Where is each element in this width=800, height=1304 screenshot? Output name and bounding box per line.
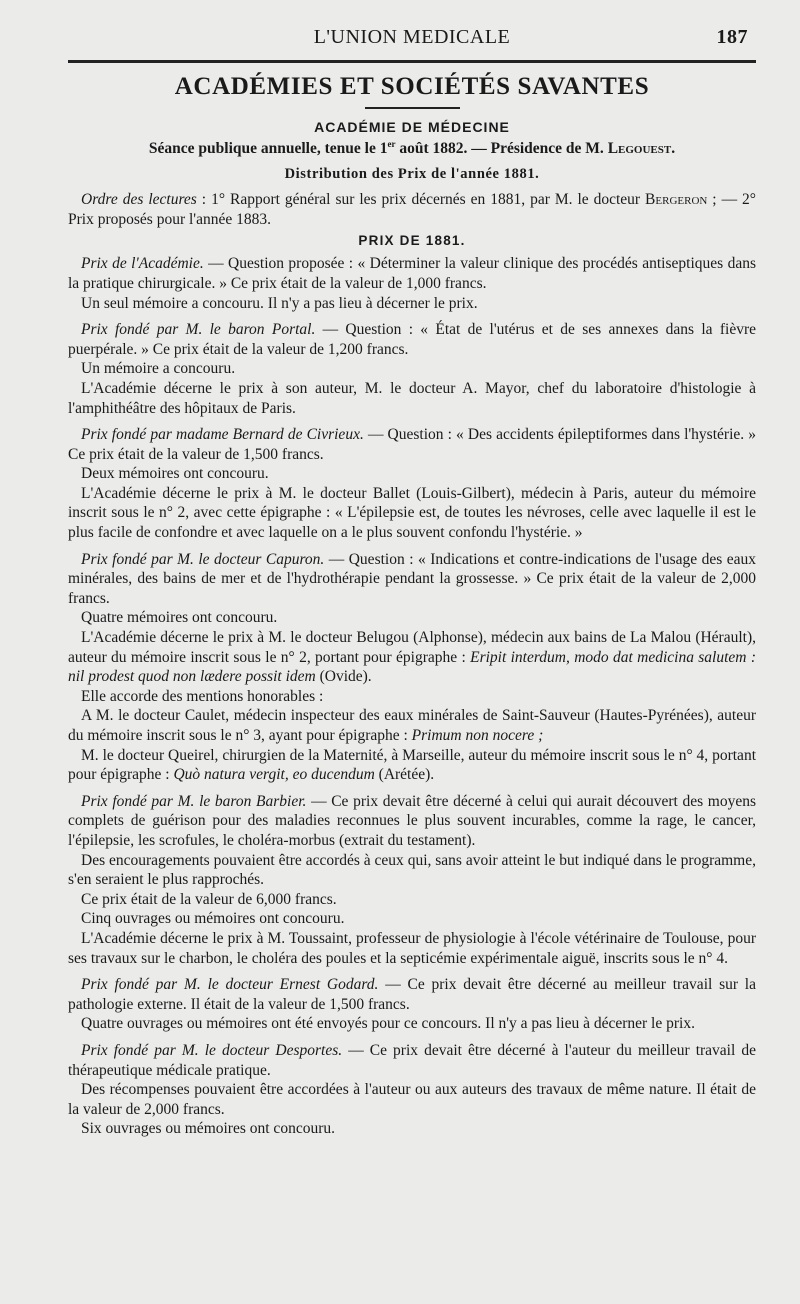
prize-name: Prix fondé par M. le baron Barbier. [81, 792, 307, 810]
ordre-text-1: : 1° Rapport général sur les prix décernés en 1881, par M. le docteur [196, 191, 646, 209]
seance-president: Legouest. [607, 140, 676, 158]
journal-title: L'UNION MEDICALE [313, 26, 511, 48]
section-title: ACADÉMIE DE MÉDECINE [314, 119, 510, 135]
prize-paragraph: L'Académie décerne le prix à son auteur, M. le docteur A. Mayor, chef du laboratoire d'histologie à l'amphithéâtre des hôpitaux de Paris. [68, 379, 756, 417]
header-rule [68, 60, 756, 63]
page-number: 187 [716, 26, 748, 48]
prize-list [68, 254, 756, 1139]
prize-paragraph: Deux mémoires ont concouru. [81, 465, 269, 483]
queirel-epigraph: Quò natura vergit, eo ducendum [173, 766, 375, 784]
prize-intro [68, 254, 756, 293]
distribution-heading: Distribution des Prix de l'année 1881. [284, 166, 540, 183]
caulet-epigraph: Primum non nocere ; [411, 727, 544, 744]
prize-name: Prix fondé par M. le baron Portal. [81, 321, 316, 339]
seance-superscript: er [387, 139, 396, 149]
prize-name: Prix fondé par madame Bernard de Civrieux. [81, 426, 364, 444]
seance-text-after: août 1882. — Présidence de M. [395, 140, 608, 158]
belugou-epigraph: Eripit interdum, modo dat medicina salutem : nil prodest quod non lædere possit idem [68, 648, 756, 686]
prize-intro [68, 550, 756, 609]
title-rule [365, 107, 460, 109]
ordre-name: Bergeron [645, 191, 708, 209]
prize-intro [68, 320, 756, 359]
prize-paragraph: Quatre ouvrages ou mémoires ont été envoyés pour ce concours. Il n'y a pas lieu à décerner le prix. [81, 1015, 695, 1033]
prize-question: — Question : « Des accidents épileptiformes dans l'hystérie. » Ce prix était de la valeur de 1,500 francs. [68, 426, 756, 463]
prize-question: — Ce prix devait être décerné à l'auteur du meilleur travail de thérapeutique médicale pratique. [68, 1041, 756, 1079]
ordre-text-2: ; — 2° Prix proposés pour l'année 1883. [68, 191, 756, 228]
prize-award-belugou [68, 628, 756, 687]
prize-question: — Ce prix devait être décerné au meilleur travail sur la pathologie externe. Il était de la valeur de 1,500 francs. [68, 976, 756, 1013]
prize-paragraph: Un seul mémoire a concouru. Il n'y a pas lieu à décerner le prix. [81, 294, 478, 312]
prize-intro [68, 1041, 756, 1080]
prize-name: Prix fondé par M. le docteur Ernest Godard. [81, 976, 379, 994]
prize-paragraph: Des récompenses pouvaient être accordées à l'auteur ou aux auteurs des travaux de même nature. Il était de la valeur de 2,000 francs. [68, 1081, 756, 1118]
prize-question: — Ce prix devait être décerné à celui qui aurait découvert des moyens complets de guérison pour des maladies reconnues le plus souvent incurables, comme la rage, le cancer, l'épilepsie, les scrofules, le choléra-morbus (extrait du testament). [68, 792, 756, 849]
prize-name: Prix fondé par M. le docteur Capuron. [81, 550, 325, 568]
prize-paragraph: Ce prix était de la valeur de 6,000 francs. [81, 890, 337, 908]
belugou-text: L'Académie décerne le prix à M. le docteur Belugou (Alphonse), médecin aux bains de La Malou (Hérault), auteur du mémoire inscrit sous le n° 2, portant pour épigraphe : [68, 629, 756, 666]
seance-line [68, 139, 756, 158]
prize-question: — Question : « Indications et contre-indications de l'usage des eaux minérales, des bains de mer et de l'hydrothérapie pendant la grossesse. » Ce prix était de la valeur de 2,000 francs. [68, 550, 756, 607]
seance-text-before: Séance publique annuelle, tenue le 1 [148, 140, 388, 158]
ordre-paragraph [68, 190, 756, 229]
running-head [68, 22, 756, 52]
prize-paragraph: L'Académie décerne le prix à M. Toussaint, professeur de physiologie à l'école vétérinaire de Toulouse, pour ses travaux sur le charbon, le choléra des poules et la septicémie expérimentale aiguë, inscrits sous le n° 4. [68, 929, 756, 967]
queirel-end: (Arétée). [374, 766, 435, 784]
mentions-intro: Elle accorde des mentions honorables : [81, 687, 324, 705]
prize-paragraph: L'Académie décerne le prix à M. le docteur Ballet (Louis-Gilbert), médecin à Paris, auteur du mémoire inscrit sous le n° 2, avec cette épigraphe : « L'épilepsie est, de toutes les névroses, celle avec laquelle il est le plus facile de confondre et avec laquelle on a le plus souvent confondu l'hystérie. » [68, 484, 756, 542]
prize-intro [68, 425, 756, 464]
mention-caulet [68, 706, 756, 745]
belugou-end: (Ovide). [315, 668, 372, 686]
prize-paragraph: Un mémoire a concouru. [81, 360, 236, 378]
prize-name: Prix de l'Académie. [81, 255, 204, 273]
prize-question: — Question proposée : « Déterminer la valeur clinique des procédés antiseptiques dans la pratique chirurgicale. » Ce prix était de la valeur de 1,000 francs. [68, 255, 756, 292]
prix-heading: PRIX DE 1881. [358, 233, 466, 249]
prize-paragraph: Cinq ouvrages ou mémoires ont concouru. [81, 910, 345, 928]
prize-question: — Question : « État de l'utérus et de ses annexes dans la fièvre puerpérale. » Ce prix était de la valeur de 1,200 francs. [68, 321, 756, 358]
prize-paragraph: Des encouragements pouvaient être accordés à ceux qui, sans avoir atteint le but indiqué dans le programme, s'en seraient le plus rapprochés. [68, 851, 756, 889]
caulet-text: A M. le docteur Caulet, médecin inspecteur des eaux minérales de Saint-Sauveur (Hautes-Pyrénées), auteur du mémoire inscrit sous le n° 3, ayant pour épigraphe : [68, 707, 756, 744]
prize-intro [68, 975, 756, 1014]
prize-paragraph: Six ouvrages ou mémoires ont concouru. [81, 1120, 335, 1138]
prize-paragraph: Quatre mémoires ont concouru. [81, 609, 278, 627]
prize-intro [68, 792, 756, 851]
prize-name: Prix fondé par M. le docteur Desportes. [81, 1041, 343, 1059]
ordre-label: Ordre des lectures [81, 191, 197, 209]
main-title: ACADÉMIES ET SOCIÉTÉS SAVANTES [174, 73, 650, 100]
mention-queirel [68, 746, 756, 785]
queirel-text: M. le docteur Queirel, chirurgien de la Maternité, à Marseille, auteur du mémoire inscrit sous le n° 4, portant pour épigraphe : [68, 746, 756, 784]
